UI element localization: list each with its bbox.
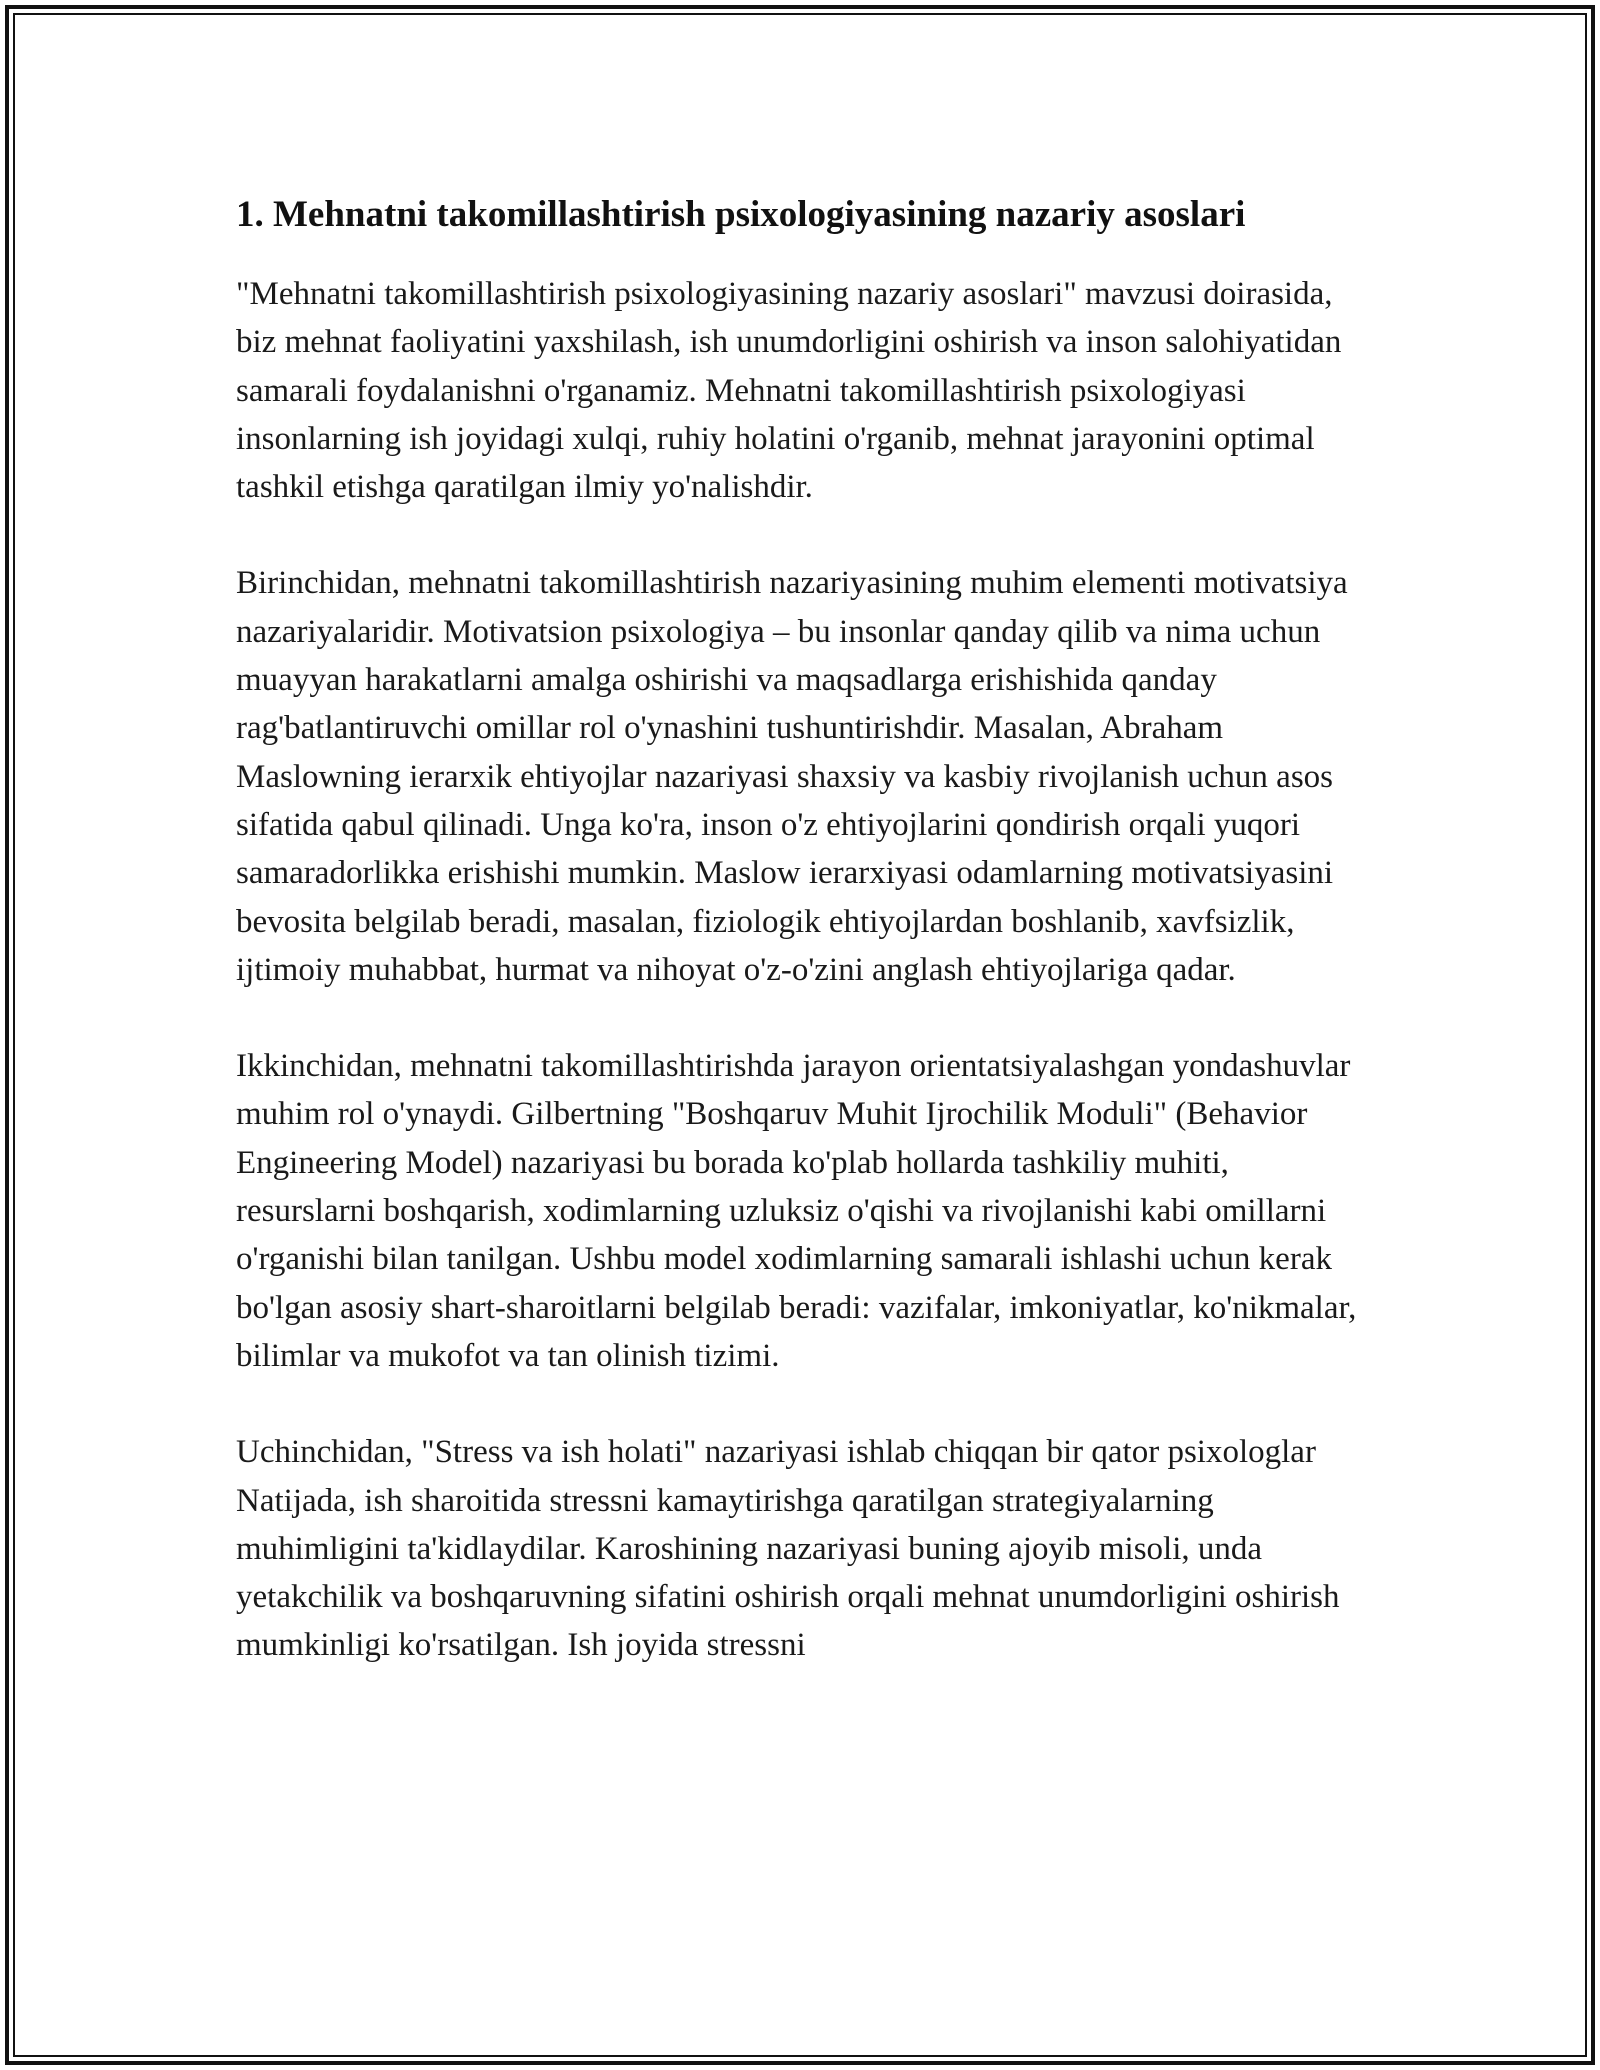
section-heading: 1. Mehnatni takomillashtirish psixologiyasining nazariy asoslari [236, 194, 1246, 235]
paragraph-third-point: Uchinchidan, "Stress va ish holati" nazariyasi ishlab chiqqan bir qator psixologlar Natijada, ish sharoitida stressni kamaytirishga qaratilgan strategiyalarning muhimligini ta'kidlaydilar. Karoshining nazariyasi buning ajoyib misoli, unda yetakchilik va boshqaruvning sifatini oshirish orqali mehnat unumdorligini oshirish mumkinligi ko'rsatilgan. Ish joyida stressni [236, 1434, 1340, 1664]
paragraph-intro: "Mehnatni takomillashtirish psixologiyasining nazariy asoslari" mavzusi doirasida, biz mehnat faoliyatini yaxshilash, ish unumdorligini oshirish va inson salohiyatidan samarali foydalanishni o'rganamiz. Mehnatni takomillashtirish psixologiyasi insonlarning ish joyidagi xulqi, ruhiy holatini o'rganib, mehnat jarayonini optimal tashkil etishga qaratilgan ilmiy yo'nalishdir. [236, 276, 1342, 506]
paragraph-first-point: Birinchidan, mehnatni takomillashtirish nazariyasining muhim elementi motivatsiya nazariyalaridir. Motivatsion psixologiya – bu insonlar qanday qilib va nima uchun muayyan harakatlarni amalga oshirishi va maqsadlarga erishishida qanday rag'batlantiruvchi omillar rol o'ynashini tushuntirishdir. Masalan, Abraham Maslowning ierarxik ehtiyojlar nazariyasi shaxsiy va kasbiy rivojlanish uchun asos sifatida qabul qilinadi. Unga ko'ra, inson o'z ehtiyojlarini qondirish orqali yuqori samaradorlikka erishishi mumkin. Maslow ierarxiyasi odamlarning motivatsiyasini bevosita belgilab beradi, masalan, fiziologik ehtiyojlardan boshlanib, xavfsizlik, ijtimoiy muhabbat, hurmat va nihoyat o'z-o'zini anglash ehtiyojlariga qadar. [236, 565, 1348, 988]
paragraph-second-point: Ikkinchidan, mehnatni takomillashtirishda jarayon orientatsiyalashgan yondashuvlar muhim rol o'ynaydi. Gilbertning "Boshqaruv Muhit Ijrochilik Moduli" (Behavior Engineering Model) nazariyasi bu borada ko'plab hollarda tashkiliy muhiti, resurslarni boshqarish, xodimlarning uzluksiz o'qishi va rivojlanishi kabi omillarni o'rganishi bilan tanilgan. Ushbu model xodimlarning samarali ishlashi uchun kerak bo'lgan asosiy shart-sharoitlarni belgilab beradi: vazifalar, imkoniyatlar, ko'nikmalar, bilimlar va mukofot va tan olinish tizimi. [236, 1048, 1357, 1374]
document-body [236, 188, 1366, 1718]
